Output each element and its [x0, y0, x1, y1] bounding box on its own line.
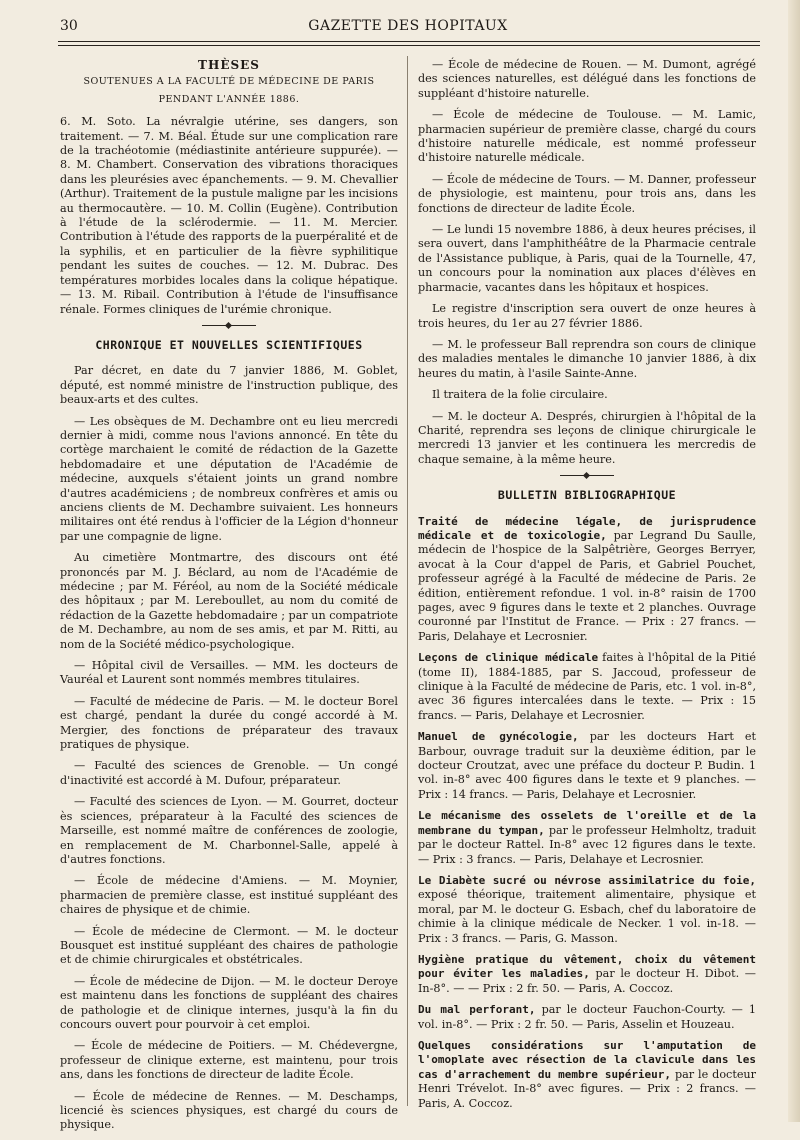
theses-subtitle: SOUTENUES A LA FACULTÉ DE MÉDECINE DE PARIS: [83, 76, 375, 88]
header-rule-thin: [58, 45, 760, 46]
book-title: Du mal perforant,: [418, 1003, 536, 1017]
book-details: par Legrand Du Saulle, médecin de l'hospice de la Salpêtrière, Georges Berryer, avocat à la Cour d'appel de Paris, et Gabriel Pouchet, professeur agrégé à la Faculté de médecine de Paris. 2e édition, entièrement refondue. 1 vol. in-8° raisin de 1700 pages, avec 9 figures dans le texte et 2 planches. Ouvrage couronné par l'Institut de France. — Prix : 27 francs. — Paris, Delahaye et Lecrosnier.: [418, 528, 757, 643]
book-title: Hygiène pratique du vêtement, choix du vêtement pour éviter les maladies,: [418, 952, 756, 981]
right-column: [418, 58, 756, 1118]
book-details: par les docteurs Hart et Barbour, ouvrage traduit sur la deuxième édition, par le docteur Croutzat, avec une préface du docteur P. Budin. 1 vol. in-8° avec 400 figures dans le texte et 9 planches. — Prix : 14 francs. — Paris, Delahaye et Lecrosnier.: [418, 730, 756, 801]
news-paragraph: — École de médecine de Dijon. — M. le docteur Deroye est maintenu dans les fonctions de suppléant des chaires de pathologie et de clinique internes, jusqu'à la fin du concours ouvert pour pourvoir à cet emploi.: [60, 974, 398, 1031]
theses-subtitle-year: PENDANT L'ANNÉE 1886.: [158, 93, 300, 105]
news-paragraph: — École de médecine de Tours. — M. Danner, professeur de physiologie, est maintenu, pour trois ans, dans les fonctions de directeur de ladite École.: [418, 172, 756, 215]
book-details: par le professeur Helmholtz, traduit par le docteur Rattel. In-8° avec 12 figures dans le texte. — Prix : 3 francs. — Paris, Delahaye et Lecrosnier.: [418, 823, 757, 866]
bulletin-title: BULLETIN BIBLIOGRAPHIQUE: [497, 488, 677, 503]
section-separator: [202, 325, 256, 326]
news-paragraph: — École de médecine de Poitiers. — M. Chédevergne, professeur de clinique externe, est maintenu, pour trois ans, dans les fonctions de directeur de ladite École.: [60, 1039, 398, 1082]
news-paragraph: — Faculté de médecine de Paris. — M. le docteur Borel est chargé, pendant la durée du congé accordé à M. Mergier, des fonctions de préparateur des travaux pratiques de physique.: [60, 694, 398, 752]
news-paragraph: — M. le docteur A. Després, chirurgien à l'hôpital de la Charité, reprendra ses leçons de clinique chirurgicale le mercredi 13 janvier et les continuera les mercredis de chaque semaine, à la même heure.: [418, 409, 756, 466]
header-rule: [58, 41, 760, 42]
book-title: Le Diabète sucré ou névrose assimilatrice du foie,: [418, 873, 756, 887]
news-paragraph: — Faculté des sciences de Grenoble. — Un congé d'inactivité est accordé à M. Dufour, préparateur.: [60, 759, 398, 787]
book-details: faites à l'hôpital de la Pitié (tome II), 1884-1885, par S. Jaccoud, professeur de clinique à la Faculté de médecine de Paris, etc. 1 vol. in-8°, avec 36 figures intercalées dans le texte. — Prix : 15 francs. — Paris, Delahaye et Lecrosnier.: [418, 651, 757, 722]
news-paragraph: — École de médecine d'Amiens. — M. Moynier, pharmacien de première classe, est institué suppléant des chaires de physique et de chimie.: [60, 874, 398, 917]
bibliography-entry: [418, 953, 756, 996]
book-details: par le docteur Fauchon-Courty. — 1 vol. in-8°. — Prix : 2 fr. 50. — Paris, Asselin et Houzeau.: [418, 1003, 756, 1031]
news-paragraph: — Les obsèques de M. Dechambre ont eu lieu mercredi dernier à midi, comme nous l'avions annoncé. En tête du cortège marchaient le comité de rédaction de la Gazette hebdomadaire et une députation de l'Académie de médecine, auxquels s'étaient joints un grand nombre d'autres académiciens ; de nombreux confrères et amis ou anciens clients de M. Dechambre suivaient. Les honneurs militaires ont été rendus à l'officier de la Légion d'honneur par une compagnie de ligne.: [60, 414, 398, 543]
page-edge: [788, 0, 800, 1122]
news-paragraph: Le registre d'inscription sera ouvert de onze heures à trois heures, du 1er au 27 février 1886.: [418, 302, 756, 330]
page-number: 30: [60, 18, 78, 34]
bibliography-entry: [418, 651, 756, 723]
news-paragraph: Au cimetière Montmartre, des discours ont été prononcés par M. J. Béclard, au nom de l'Académie de médecine ; par M. Féréol, au nom de la Société médicale des hôpitaux ; par M. Lereboullet, au nom du comité de rédaction de la Gazette hebdomadaire ; par un compatriote de M. Dechambre, au nom de ses amis, et par M. Ritti, au nom de la Société médico-psychologique.: [60, 551, 398, 651]
page-header: [58, 16, 758, 38]
bibliography-entry: [418, 730, 756, 802]
bibliography-entry: [418, 809, 756, 867]
book-title: Leçons de clinique médicale: [418, 651, 599, 665]
book-details: par le docteur H. Dibot. — In-8°. — — Prix : 2 fr. 50. — Paris, A. Coccoz.: [418, 967, 756, 995]
theses-list: 6. M. Soto. La névralgie utérine, ses dangers, son traitement. — 7. M. Béal. Étude sur une complication rare de la trachéotomie (médiastinite antérieure suppurée). — 8. M. Chambert. Conservation des vibrations thoraciques dans les pleurésies avec épanchements. — 9. M. Chevallier (Arthur). Traitement de la pustule maligne par les incisions au thermocautère. — 10. M. Collin (Eugène). Contribution à l'étude de la sclérodermie. — 11. M. Mercier. Contribution à l'étude des rapports de la puerpéralité et de la syphilis, et en particulier de la fièvre syphilitique pendant les suites de couches. — 12. M. Dubrac. Des températures morbides locales dans la colique hépatique. — 13. M. Ribail. Contribution à l'étude de l'insuffisance rénale. Formes cliniques de l'urémie chronique.: [60, 115, 398, 316]
running-title: GAZETTE DES HOPITAUX: [308, 18, 508, 34]
theses-title: THÈSES: [198, 58, 260, 72]
section-separator: [560, 475, 614, 476]
news-paragraph: Il traitera de la folie circulaire.: [432, 388, 608, 402]
bibliography-entry: [418, 1003, 756, 1032]
book-details: par le docteur Henri Trévelot. In-8° avec figures. — Prix : 2 francs. — Paris, A. Coccoz.: [418, 1067, 756, 1110]
news-paragraph: — M. le professeur Ball reprendra son cours de clinique des maladies mentales le dimanche 10 janvier 1886, à dix heures du matin, à l'asile Sainte-Anne.: [418, 337, 756, 380]
news-paragraph: — Hôpital civil de Versailles. — MM. les docteurs de Vauréal et Laurent sont nommés membres titulaires.: [60, 659, 398, 687]
book-title: Traité de médecine légale, de jurisprudence médicale et de toxicologie,: [418, 514, 756, 542]
book-details: exposé théorique, traitement alimentaire, physique et moral, par M. le docteur G. Esbach, chef du laboratoire de chimie à la clinique médicale de Necker. 1 vol. in-18. — Prix : 3 francs. — Paris, G. Masson.: [418, 888, 756, 945]
news-paragraph: — École de médecine de Rennes. — M. Deschamps, licencié ès sciences physiques, est chargé du cours de physique.: [60, 1089, 398, 1132]
news-paragraph: — Faculté des sciences de Lyon. — M. Gourret, docteur ès sciences, préparateur à la Faculté des sciences de Marseille, est nommé maître de conférences de zoologie, en remplacement de M. Charbonnel-Salle, appelé à d'autres fonctions.: [60, 795, 398, 866]
bibliography-entry: [418, 874, 756, 946]
book-title: Le mécanisme des osselets de l'oreille et de la membrane du tympan,: [418, 809, 756, 837]
column-divider: [407, 56, 408, 1106]
news-paragraph: — École de médecine de Clermont. — M. le docteur Bousquet est institué suppléant des chaires de pathologie et de chimie chirurgicales et obstétricales.: [60, 924, 398, 967]
news-paragraph: Par décret, en date du 7 janvier 1886, M. Goblet, député, est nommé ministre de l'instruction publique, des beaux-arts et des cultes.: [60, 364, 398, 407]
book-title: Manuel de gynécologie,: [418, 730, 579, 744]
theses-heading: [60, 58, 398, 107]
bibliography-entry: [418, 1039, 756, 1111]
chronique-title: CHRONIQUE ET NOUVELLES SCIENTIFIQUES: [95, 337, 363, 352]
news-paragraph: — École de médecine de Rouen. — M. Dumont, agrégé des sciences naturelles, est délégué dans les fonctions de suppléant d'histoire naturelle.: [418, 58, 756, 100]
bibliography-entry: [418, 515, 756, 645]
news-paragraph: — École de médecine de Toulouse. — M. Lamic, pharmacien supérieur de première classe, chargé du cours d'histoire naturelle médicale, est nommé professeur d'histoire naturelle médicale.: [418, 108, 756, 165]
news-paragraph: — Le lundi 15 novembre 1886, à deux heures précises, il sera ouvert, dans l'amphithéâtre de la Pharmacie centrale de l'Assistance publique, à Paris, quai de la Tournelle, 47, un concours pour la nomination aux places d'élèves en pharmacie, vacantes dans les hôpitaux et hospices.: [418, 223, 756, 294]
left-column: [60, 58, 398, 1140]
book-title: Quelques considérations sur l'amputation de l'omoplate avec résection de la clavicule dans les cas d'arrachement du membre supérieur,: [418, 1038, 756, 1081]
